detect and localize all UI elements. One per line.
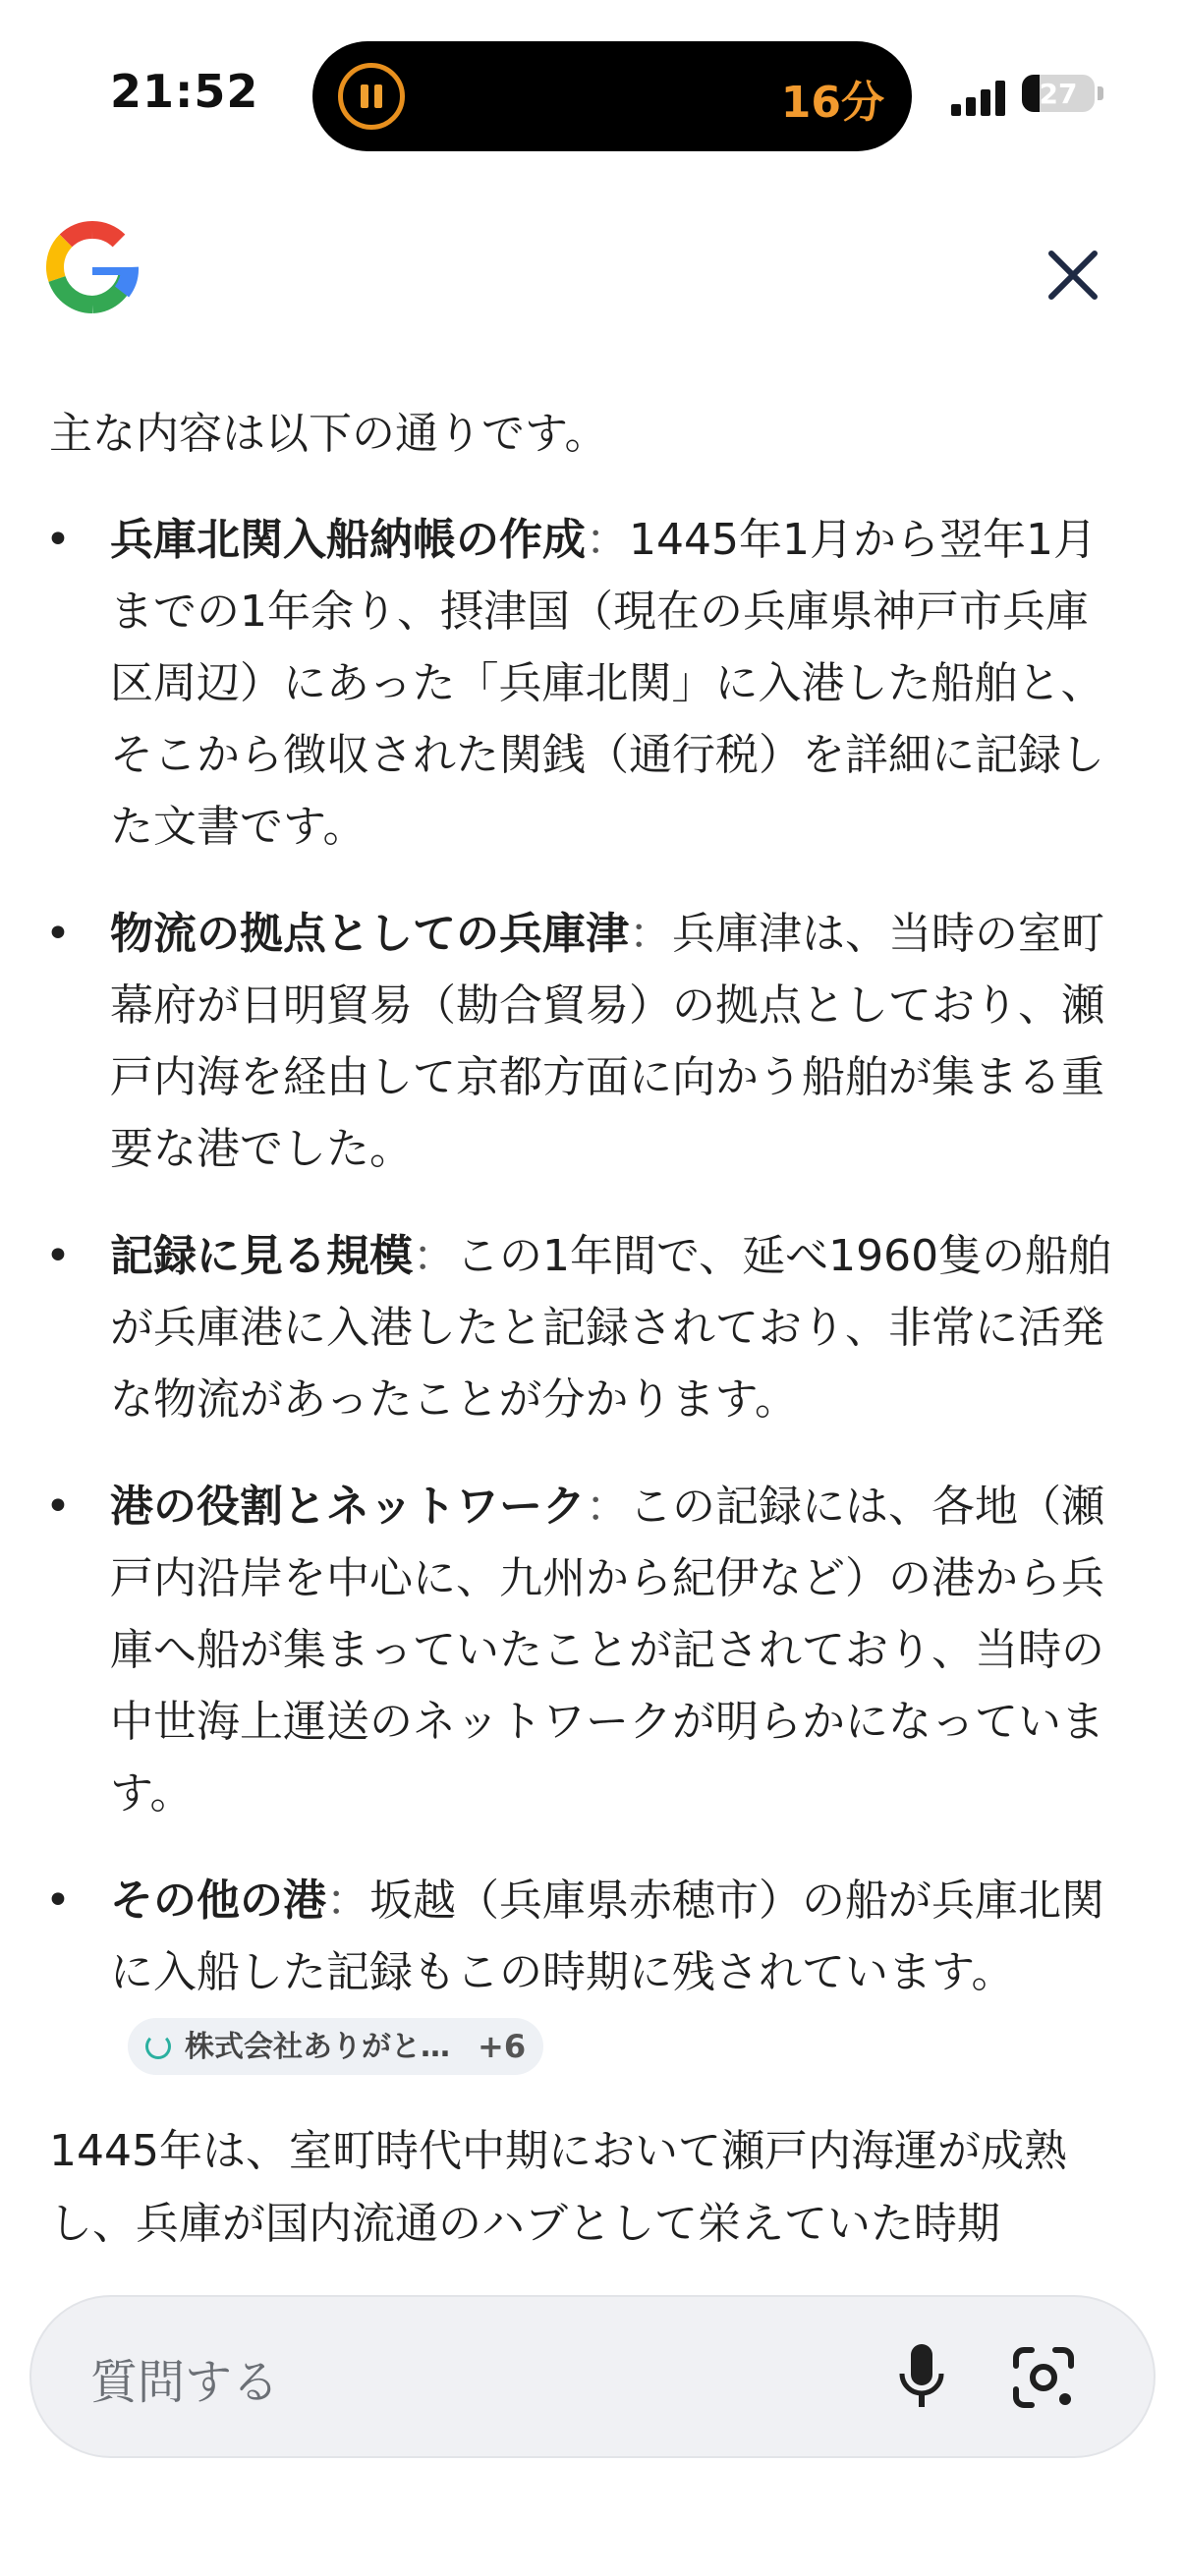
list-item <box>45 504 1130 863</box>
source-chip-more: +6 <box>478 2027 527 2065</box>
pause-icon[interactable] <box>338 63 405 130</box>
item-lead: その他の港 <box>110 1876 326 1926</box>
item-lead: 記録に見る規模 <box>110 1231 413 1281</box>
item-separator: ： <box>413 1231 456 1281</box>
item-text: この記録には、各地（瀬戸内沿岸を中心に、九州から紀伊など）の港から兵庫へ船が集まっていたことが記されており、当時の中世海上運送のネットワークが明らかになっています。 <box>110 1482 1104 1819</box>
list-item <box>45 1471 1130 1829</box>
camera-lens-icon[interactable] <box>1008 2342 1079 2413</box>
item-text: 兵庫津は、当時の室町幕府が日明貿易（勘合貿易）の拠点としており、瀬戸内海を経由して京都方面に向かう船舶が集まる重要な港でした。 <box>110 909 1104 1174</box>
bullet-icon: • <box>45 1231 71 1281</box>
item-lead: 港の役割とネットワーク <box>110 1482 586 1532</box>
timer-text: 16分 <box>780 78 884 128</box>
source-favicon-icon <box>145 2034 171 2059</box>
list-item <box>45 1220 1130 1435</box>
item-separator: ： <box>586 1482 629 1532</box>
item-separator: ： <box>586 515 629 565</box>
source-chip-label: 株式会社ありがと… <box>185 2029 450 2064</box>
dynamic-island[interactable] <box>312 41 912 151</box>
bullet-list <box>45 504 1130 2080</box>
battery-cap <box>1098 86 1103 100</box>
ask-placeholder[interactable]: 質問する <box>90 2355 280 2410</box>
item-separator: ： <box>629 909 672 959</box>
item-separator: ： <box>326 1876 369 1926</box>
item-text: この1年間で、延べ1960隻の船舶が兵庫港に入港したと記録されており、非常に活発な物流があったことが分かります。 <box>110 1231 1112 1425</box>
intro-text: 主な内容は以下の通りです。 <box>49 409 608 459</box>
summary-text: 1445年は、室町時代中期において瀬戸内海運が成熟し、兵庫が国内流通のハブとして栄えていた時期 <box>49 2126 1067 2249</box>
close-icon[interactable] <box>1044 246 1102 305</box>
cellular-signal-icon <box>951 77 1010 116</box>
bullet-icon: • <box>45 1876 71 1926</box>
answer-content <box>45 398 1130 2261</box>
battery-level: 27 <box>1039 78 1078 110</box>
status-bar <box>0 0 1185 196</box>
ask-input[interactable] <box>29 2295 1156 2458</box>
source-chip[interactable] <box>128 2018 543 2075</box>
item-lead: 物流の拠点としての兵庫津 <box>110 909 629 959</box>
bullet-icon: • <box>45 515 71 565</box>
status-time: 21:52 <box>110 65 259 118</box>
list-item <box>45 898 1130 1185</box>
google-g-icon[interactable] <box>43 218 141 316</box>
microphone-icon[interactable] <box>892 2340 951 2415</box>
battery-icon <box>1022 75 1095 112</box>
bullet-icon: • <box>45 1482 71 1532</box>
item-text: 1445年1月から翌年1月までの1年余り、摂津国（現在の兵庫県神戸市兵庫区周辺）にあった「兵庫北関」に入港した船舶と、そこから徴収された関銭（通行税）を詳細に記録した文書です。 <box>110 515 1104 852</box>
item-lead: 兵庫北関入船納帳の作成 <box>110 515 586 565</box>
bullet-icon: • <box>45 909 71 959</box>
list-item <box>45 1865 1130 2080</box>
item-text: 坂越（兵庫県赤穂市）の船が兵庫北関に入船した記録もこの時期に残されています。 <box>110 1876 1104 1997</box>
